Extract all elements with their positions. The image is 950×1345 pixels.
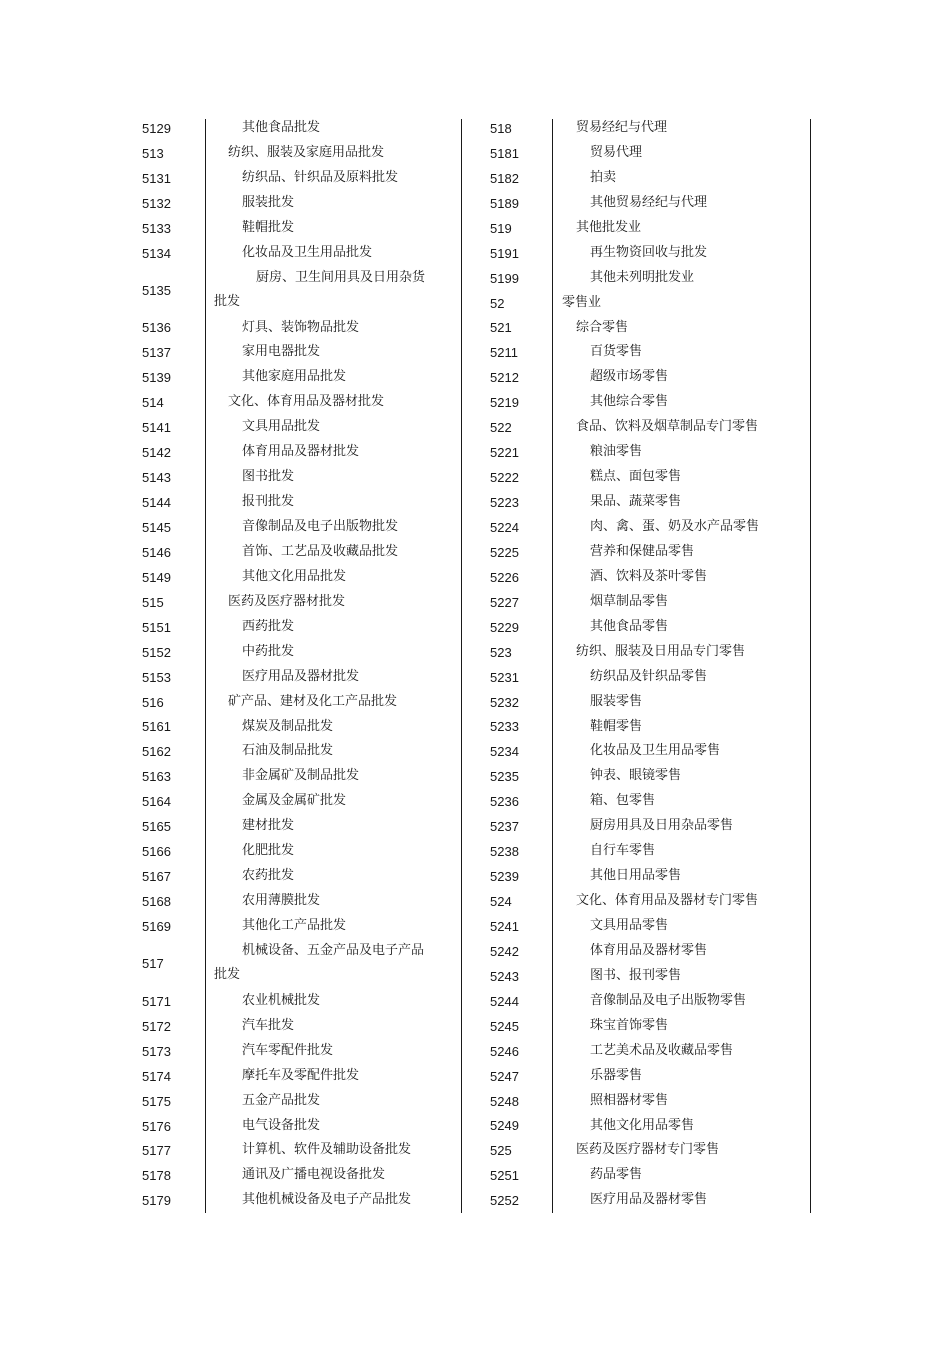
category-name: 烟草制品零售	[590, 593, 669, 609]
category-code: 5233	[490, 719, 519, 735]
category-code: 5224	[490, 519, 519, 535]
category-code: 5131	[142, 170, 171, 186]
category-code: 5143	[142, 470, 171, 486]
table-row	[490, 690, 780, 715]
category-code: 514	[142, 395, 164, 411]
category-name: 煤炭及制品批发	[242, 718, 334, 734]
category-name: 医疗用品及器材零售	[590, 1192, 708, 1208]
category-name: 音像制品及电子出版物批发	[242, 519, 399, 535]
category-code: 5235	[490, 769, 519, 785]
category-name: 文化、体育用品及器材专门零售	[576, 893, 759, 909]
table-row	[142, 1014, 432, 1039]
table-row	[142, 914, 432, 939]
category-name: 其他化工产品批发	[242, 918, 347, 934]
category-code: 521	[490, 320, 512, 336]
category-code: 5139	[142, 370, 171, 386]
table-row	[142, 615, 432, 640]
table-row	[142, 1163, 432, 1188]
category-code: 5175	[142, 1093, 171, 1109]
table-row	[142, 415, 432, 440]
category-name: 农药批发	[242, 868, 295, 884]
category-name: 纺织品、针织品及原料批发	[242, 169, 399, 185]
category-code: 5234	[490, 744, 519, 760]
table-row	[490, 515, 780, 540]
category-code: 517	[142, 956, 164, 972]
category-code: 5236	[490, 794, 519, 810]
category-code: 5149	[142, 569, 171, 585]
category-name: 医药及医疗器材专门零售	[576, 1142, 720, 1158]
table-row	[142, 340, 432, 365]
category-code: 5212	[490, 370, 519, 386]
table-row	[142, 1089, 432, 1114]
category-name: 鞋帽零售	[590, 718, 643, 734]
table-row	[142, 789, 432, 814]
category-name: 摩托车及零配件批发	[242, 1067, 360, 1083]
category-code: 5191	[490, 245, 519, 261]
table-row	[490, 1014, 780, 1039]
category-code: 5134	[142, 245, 171, 261]
category-name: 机械设备、五金产品及电子产品批发	[214, 942, 425, 983]
category-code: 5132	[142, 195, 171, 211]
category-code: 5232	[490, 694, 519, 710]
category-code: 5146	[142, 544, 171, 560]
table-row	[142, 565, 432, 590]
table-row	[142, 365, 432, 390]
category-code: 5163	[142, 769, 171, 785]
category-code: 522	[490, 420, 512, 436]
category-name: 其他机械设备及电子产品批发	[242, 1192, 412, 1208]
table-row	[490, 739, 780, 764]
category-name: 纺织品及针织品零售	[590, 668, 708, 684]
category-name: 珠宝首饰零售	[590, 1017, 669, 1033]
category-code: 515	[142, 594, 164, 610]
category-name: 农业机械批发	[242, 992, 321, 1008]
table-row	[142, 116, 432, 141]
table-row	[490, 316, 780, 341]
category-name: 厨房、卫生间用具及日用杂货批发	[214, 269, 426, 310]
category-name: 服装批发	[242, 194, 295, 210]
table-row	[490, 141, 780, 166]
table-row	[490, 715, 780, 740]
table-row	[142, 715, 432, 740]
table-row	[142, 1039, 432, 1064]
category-name: 服装零售	[590, 693, 643, 709]
category-name: 其他贸易经纪与代理	[590, 194, 708, 210]
category-name: 医药及医疗器材批发	[228, 593, 346, 609]
table-row	[490, 1188, 780, 1213]
category-code: 5141	[142, 420, 171, 436]
table-row	[142, 640, 432, 665]
table-row	[490, 1163, 780, 1188]
category-name: 糕点、面包零售	[590, 469, 682, 485]
category-code: 5243	[490, 968, 519, 984]
category-name: 鞋帽批发	[242, 219, 295, 235]
category-code: 5251	[490, 1168, 519, 1184]
table-row	[490, 291, 780, 316]
category-name: 文具用品零售	[590, 918, 669, 933]
table-row	[490, 789, 780, 814]
category-name: 钟表、眼镜零售	[590, 768, 682, 784]
table-row	[142, 241, 432, 266]
category-code: 5242	[490, 943, 519, 959]
category-code: 523	[490, 644, 512, 660]
category-name: 化肥批发	[242, 843, 295, 859]
table-row	[490, 590, 780, 615]
category-code: 5129	[142, 120, 171, 136]
category-code: 518	[490, 120, 512, 136]
category-code: 5245	[490, 1018, 519, 1034]
table-row	[142, 490, 432, 515]
category-code: 5144	[142, 495, 171, 511]
category-name: 工艺美术品及收藏品零售	[590, 1042, 734, 1058]
table-row	[142, 141, 432, 166]
category-name: 其他文化用品零售	[590, 1117, 695, 1133]
column-divider	[461, 119, 462, 1213]
category-name: 计算机、软件及辅助设备批发	[242, 1142, 412, 1158]
category-name: 贸易代理	[590, 144, 643, 160]
category-name: 其他食品零售	[590, 618, 669, 634]
table-row	[490, 1114, 780, 1139]
category-code: 5165	[142, 819, 171, 835]
table-row	[490, 889, 780, 914]
category-code: 5231	[490, 669, 519, 685]
table-row	[490, 989, 780, 1014]
category-code: 5162	[142, 744, 171, 760]
table-row	[490, 166, 780, 191]
category-name: 家用电器批发	[242, 344, 321, 360]
table-row	[142, 465, 432, 490]
category-name: 音像制品及电子出版物零售	[590, 992, 747, 1008]
category-code: 5142	[142, 445, 171, 461]
category-name: 图书、报刊零售	[590, 967, 682, 983]
category-code: 5167	[142, 869, 171, 885]
table-row	[142, 864, 432, 889]
category-name: 酒、饮料及茶叶零售	[590, 568, 708, 584]
table-row	[490, 1089, 780, 1114]
category-name: 农用薄膜批发	[242, 893, 321, 909]
category-name: 西药批发	[242, 618, 295, 634]
category-code: 5248	[490, 1093, 519, 1109]
category-code: 5237	[490, 819, 519, 835]
category-code: 5249	[490, 1118, 519, 1134]
category-name: 其他未列明批发业	[590, 269, 695, 285]
category-name: 图书批发	[242, 469, 295, 485]
table-row	[142, 989, 432, 1014]
category-code: 5161	[142, 719, 171, 735]
category-name: 超级市场零售	[590, 369, 669, 385]
category-code: 5151	[142, 619, 171, 635]
category-name: 其他日用品零售	[590, 868, 682, 884]
table-row	[490, 465, 780, 490]
category-name: 汽车零配件批发	[242, 1042, 334, 1058]
table-row	[490, 1138, 780, 1163]
category-name: 化妆品及卫生用品批发	[242, 244, 373, 260]
table-row	[142, 1188, 432, 1213]
table-row	[490, 764, 780, 789]
category-code: 5168	[142, 894, 171, 910]
category-name: 医疗用品及器材批发	[242, 668, 360, 684]
category-name: 药品零售	[590, 1167, 643, 1183]
category-code: 5226	[490, 569, 519, 585]
table-row	[142, 739, 432, 764]
table-row	[142, 266, 432, 316]
category-code: 5137	[142, 345, 171, 361]
category-code: 5219	[490, 395, 519, 411]
category-code: 5152	[142, 644, 171, 660]
category-code: 5173	[142, 1043, 171, 1059]
category-code: 5225	[490, 544, 519, 560]
category-code: 5145	[142, 519, 171, 535]
category-code: 5177	[142, 1143, 171, 1159]
left-classification-table	[142, 116, 432, 1213]
table-row	[490, 1064, 780, 1089]
table-row	[142, 939, 432, 989]
table-row	[490, 640, 780, 665]
table-row	[490, 540, 780, 565]
category-code: 5241	[490, 918, 519, 934]
category-name: 体育用品及器材批发	[242, 444, 360, 460]
table-row	[490, 615, 780, 640]
table-row	[142, 814, 432, 839]
table-row	[490, 839, 780, 864]
table-row	[142, 839, 432, 864]
table-row	[142, 1064, 432, 1089]
category-name: 矿产品、建材及化工产品批发	[228, 693, 398, 709]
category-name: 其他批发业	[576, 219, 642, 235]
table-row	[142, 166, 432, 191]
category-code: 5229	[490, 619, 519, 635]
category-code: 5182	[490, 170, 519, 186]
table-row	[490, 964, 780, 989]
category-code: 5181	[490, 145, 519, 161]
category-name: 其他综合零售	[590, 394, 669, 410]
category-code: 5136	[142, 320, 171, 336]
table-row	[490, 914, 780, 939]
category-name: 化妆品及卫生用品零售	[590, 743, 721, 759]
category-name: 纺织、服装及日用品专门零售	[576, 643, 746, 659]
table-row	[490, 864, 780, 889]
category-code: 5164	[142, 794, 171, 810]
category-name: 粮油零售	[590, 444, 643, 460]
table-row	[490, 490, 780, 515]
category-code: 5223	[490, 495, 519, 511]
table-row	[490, 116, 780, 141]
table-row	[142, 1114, 432, 1139]
category-code: 5178	[142, 1168, 171, 1184]
table-row	[142, 515, 432, 540]
category-name: 非金属矿及制品批发	[242, 768, 360, 784]
category-name: 肉、禽、蛋、奶及水产品零售	[590, 519, 760, 534]
table-row	[142, 390, 432, 415]
category-name: 零售业	[562, 294, 602, 310]
category-name: 箱、包零售	[590, 793, 656, 809]
table-row	[490, 565, 780, 590]
table-row	[142, 191, 432, 216]
category-code: 513	[142, 145, 164, 161]
table-row	[490, 814, 780, 839]
table-row	[490, 390, 780, 415]
category-code: 5133	[142, 220, 171, 236]
category-code: 5227	[490, 594, 519, 610]
category-name: 果品、蔬菜零售	[590, 494, 682, 510]
category-code: 5239	[490, 869, 519, 885]
category-code: 519	[490, 220, 512, 236]
table-row	[490, 191, 780, 216]
category-name: 中药批发	[242, 643, 295, 659]
category-code: 5211	[490, 345, 518, 361]
table-row	[490, 216, 780, 241]
table-row	[142, 889, 432, 914]
category-code: 5166	[142, 844, 171, 860]
category-name: 五金产品批发	[242, 1092, 321, 1108]
category-code: 52	[490, 295, 505, 311]
category-code: 5172	[142, 1018, 171, 1034]
category-code: 5238	[490, 844, 519, 860]
table-row	[490, 340, 780, 365]
category-code: 5135	[142, 283, 171, 299]
category-code: 5221	[490, 445, 519, 461]
category-name: 首饰、工艺品及收藏品批发	[242, 543, 399, 559]
category-name: 建材批发	[242, 818, 295, 834]
table-row	[490, 1039, 780, 1064]
table-row	[142, 665, 432, 690]
category-name: 自行车零售	[590, 843, 656, 859]
category-name: 金属及金属矿批发	[242, 793, 347, 809]
category-name: 厨房用具及日用杂品零售	[590, 818, 734, 834]
table-row	[490, 365, 780, 390]
table-row	[490, 939, 780, 964]
category-code: 5169	[142, 918, 171, 934]
category-name: 拍卖	[590, 169, 617, 185]
category-name: 石油及制品批发	[242, 743, 334, 759]
category-name: 其他文化用品批发	[242, 568, 347, 584]
table-row	[142, 540, 432, 565]
category-name: 纺织、服装及家庭用品批发	[228, 144, 385, 160]
category-name: 再生物资回收与批发	[590, 244, 708, 260]
table-row	[490, 415, 780, 440]
table-row	[142, 590, 432, 615]
category-name: 通讯及广播电视设备批发	[242, 1167, 386, 1183]
category-name: 文具用品批发	[242, 419, 321, 435]
table-row	[142, 440, 432, 465]
table-row	[490, 665, 780, 690]
category-code: 516	[142, 694, 164, 710]
category-code: 524	[490, 894, 512, 910]
category-name: 其他家庭用品批发	[242, 369, 347, 385]
category-name: 贸易经纪与代理	[576, 120, 668, 135]
column-divider	[810, 119, 811, 1213]
category-code: 5252	[490, 1193, 519, 1209]
category-code: 5244	[490, 993, 519, 1009]
category-code: 5174	[142, 1068, 171, 1084]
category-code: 5189	[490, 195, 519, 211]
category-name: 乐器零售	[590, 1067, 643, 1083]
category-code: 5176	[142, 1118, 171, 1134]
category-name: 报刊批发	[242, 494, 295, 510]
category-name: 食品、饮料及烟草制品专门零售	[576, 419, 759, 435]
category-name: 照相器材零售	[590, 1092, 669, 1108]
category-code: 5199	[490, 270, 519, 286]
table-row	[490, 266, 780, 291]
table-row	[142, 690, 432, 715]
category-code: 5247	[490, 1068, 519, 1084]
table-row	[142, 764, 432, 789]
category-code: 5171	[142, 993, 171, 1009]
category-name: 电气设备批发	[242, 1117, 321, 1133]
category-name: 综合零售	[576, 319, 629, 335]
category-name: 汽车批发	[242, 1017, 295, 1033]
category-name: 体育用品及器材零售	[590, 942, 708, 958]
category-name: 百货零售	[590, 344, 643, 360]
category-code: 5246	[490, 1043, 519, 1059]
category-code: 5153	[142, 669, 171, 685]
table-row	[490, 241, 780, 266]
category-name: 营养和保健品零售	[590, 543, 695, 559]
category-code: 5179	[142, 1193, 171, 1209]
table-row	[142, 316, 432, 341]
table-row	[490, 440, 780, 465]
table-row	[142, 216, 432, 241]
category-name: 灯具、装饰物品批发	[242, 319, 360, 335]
category-code: 525	[490, 1143, 512, 1159]
table-row	[142, 1138, 432, 1163]
category-name: 文化、体育用品及器材批发	[228, 394, 385, 410]
category-name: 其他食品批发	[242, 120, 321, 135]
right-classification-table	[490, 116, 780, 1213]
category-code: 5222	[490, 470, 519, 486]
